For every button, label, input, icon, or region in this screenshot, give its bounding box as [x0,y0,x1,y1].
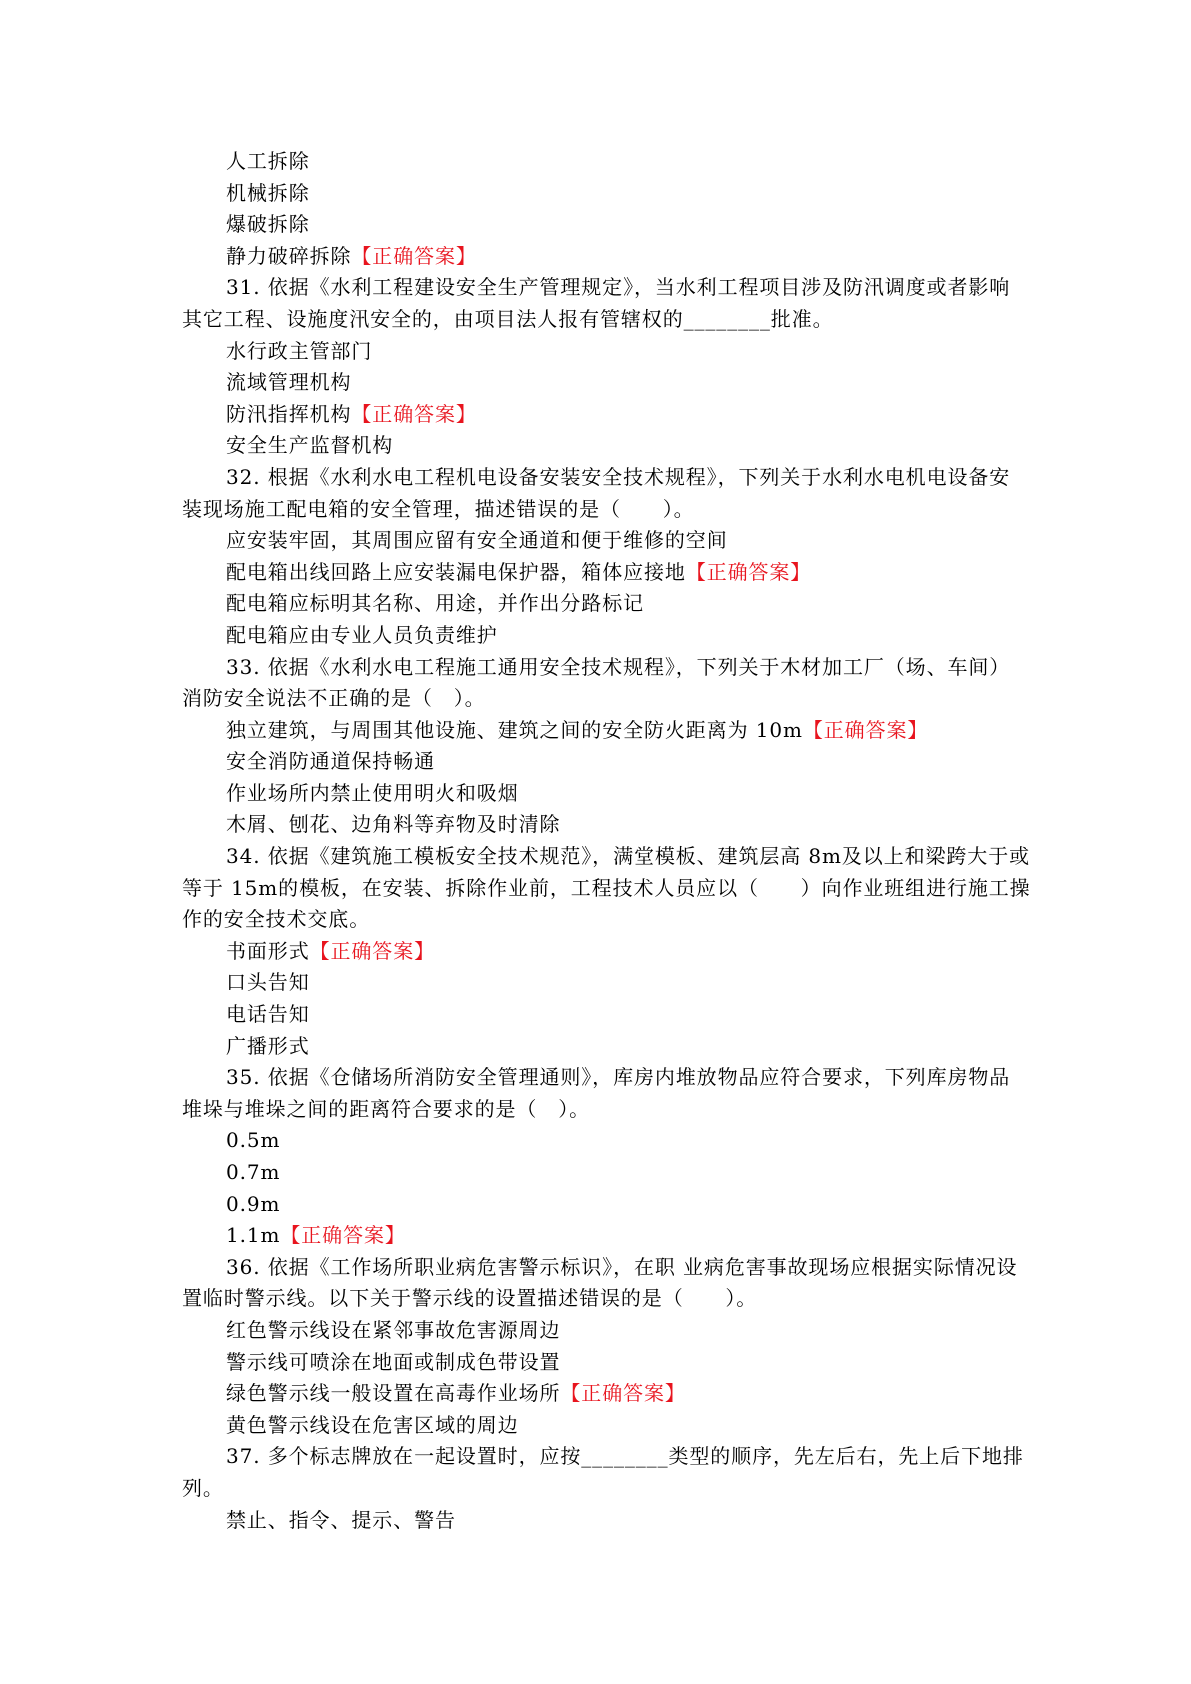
option-text: 0.9m [226,1191,281,1216]
answer-option [182,525,1020,557]
option-text: 流域管理机构 [226,370,352,395]
option-text: 安全消防通道保持畅通 [226,749,435,774]
option-text: 人工拆除 [226,149,310,173]
option-text: 黄色警示线设在危害区域的周边 [226,1412,519,1437]
option-text: 木屑、刨花、边角料等弃物及时清除 [226,812,561,837]
option-text: 配电箱应标明其名称、用途，并作出分路标记 [226,591,644,616]
answer-option [182,430,1020,462]
question-stem: 35. 依据《仓储场所消防安全管理通则》，库房内堆放物品应符合要求，下列库房物品 [226,1065,1011,1090]
answer-option [182,178,1020,210]
option-text: 安全生产监督机构 [226,433,394,458]
option-text: 1.1m [226,1223,281,1248]
correct-answer-marker: 【正确答案】 [351,243,477,268]
option-text: 配电箱出线回路上应安装漏电保护器，箱体应接地 [226,559,686,584]
answer-option [182,1157,1020,1189]
correct-answer-marker: 【正确答案】 [560,1381,686,1406]
option-text: 应安装牢固，其周围应留有安全通道和便于维修的空间 [226,528,728,553]
option-text: 绿色警示线一般设置在高毒作业场所 [226,1381,561,1406]
answer-option [182,620,1020,652]
answer-option [182,241,1020,273]
option-text: 水行政主管部门 [226,338,373,363]
correct-answer-marker: 【正确答案】 [309,938,436,963]
answer-option [182,1505,1020,1537]
answer-option [182,146,1020,178]
question-stem: 36. 依据《工作场所职业病危害警示标识》，在职 业病危害事故现场应根据实际情况设 [226,1254,1018,1279]
answer-option [182,1315,1020,1347]
question-stem-continuation: 堆垛与堆垛之间的距离符合要求的是（ ）。 [182,1096,590,1121]
option-text: 作业场所内禁止使用明火和吸烟 [226,780,519,805]
answer-option [182,1220,1020,1252]
answer-option [182,399,1020,431]
correct-answer-marker: 【正确答案】 [351,401,477,426]
question-stem-continuation: 列。 [182,1475,224,1500]
question-stem: 37. 多个标志牌放在一起设置时，应按________类型的顺序，先左后右，先上后下地排 [226,1444,1024,1469]
answer-option [182,809,1020,841]
question-list [182,146,1031,1536]
option-text: 禁止、指令、提示、警告 [226,1507,456,1532]
question-stem-continuation: 置临时警示线。以下关于警示线的设置描述错误的是（ ）。 [182,1286,758,1311]
answer-option [182,778,1020,810]
answer-option [182,746,1020,778]
answer-option [182,1125,1020,1157]
answer-option [182,1347,1020,1379]
correct-answer-marker: 【正确答案】 [802,717,929,742]
question-stem: 32. 根据《水利水电工程机电设备安装安全技术规程》，下列关于水利水电机电设备安 [226,464,1011,489]
option-text: 配电箱应由专业人员负责维护 [226,622,498,647]
answer-option [182,336,1020,368]
answer-option [182,999,1020,1031]
option-text: 静力破碎拆除 [226,243,352,268]
question-stem-continuation: 消防安全说法不正确的是（ ）。 [182,686,486,711]
question-stem-continuation: 作的安全技术交底。 [182,907,371,932]
question-stem-continuation: 装现场施工配电箱的安全管理，描述错误的是（ ）。 [182,496,695,521]
answer-option [182,557,1020,589]
option-text: 0.5m [226,1128,281,1153]
option-text: 口头告知 [226,970,310,995]
option-text: 警示线可喷涂在地面或制成色带设置 [226,1349,561,1374]
option-text: 红色警示线设在紧邻事故危害源周边 [226,1317,561,1342]
correct-answer-marker: 【正确答案】 [280,1223,406,1248]
option-text: 书面形式 [226,938,310,963]
question-stem: 33. 依据《水利水电工程施工通用安全技术规程》，下列关于木材加工厂（场、车间） [226,654,1011,679]
answer-option [182,1378,1020,1410]
answer-option [182,936,1020,968]
question-stem: 31. 依据《水利工程建设安全生产管理规定》，当水利工程项目涉及防汛调度或者影响 [226,275,1011,300]
answer-option [182,715,1020,747]
correct-answer-marker: 【正确答案】 [685,559,812,584]
question-stem-continuation: 其它工程、设施度汛安全的，由项目法人报有管辖权的________批准。 [182,306,834,331]
option-text: 独立建筑，与周围其他设施、建筑之间的安全防火距离为 10m [226,717,803,742]
question-stem: 34. 依据《建筑施工模板安全技术规范》，满堂模板、建筑层高 8m及以上和梁跨大于或 [226,844,1031,869]
answer-option [182,1189,1020,1221]
answer-option [182,588,1020,620]
answer-option [182,367,1020,399]
option-text: 0.7m [226,1160,281,1184]
option-text: 机械拆除 [226,180,310,205]
option-text: 爆破拆除 [226,212,310,237]
answer-option [182,209,1020,241]
answer-option [182,967,1020,999]
option-text: 电话告知 [226,1002,310,1027]
question-stem-continuation: 等于 15m的模板，在安装、拆除作业前，工程技术人员应以（ ）向作业班组进行施工操 [182,875,1031,900]
option-text: 防汛指挥机构 [226,401,352,426]
answer-option [182,1031,1020,1063]
option-text: 广播形式 [226,1033,310,1058]
answer-option [182,1410,1020,1442]
